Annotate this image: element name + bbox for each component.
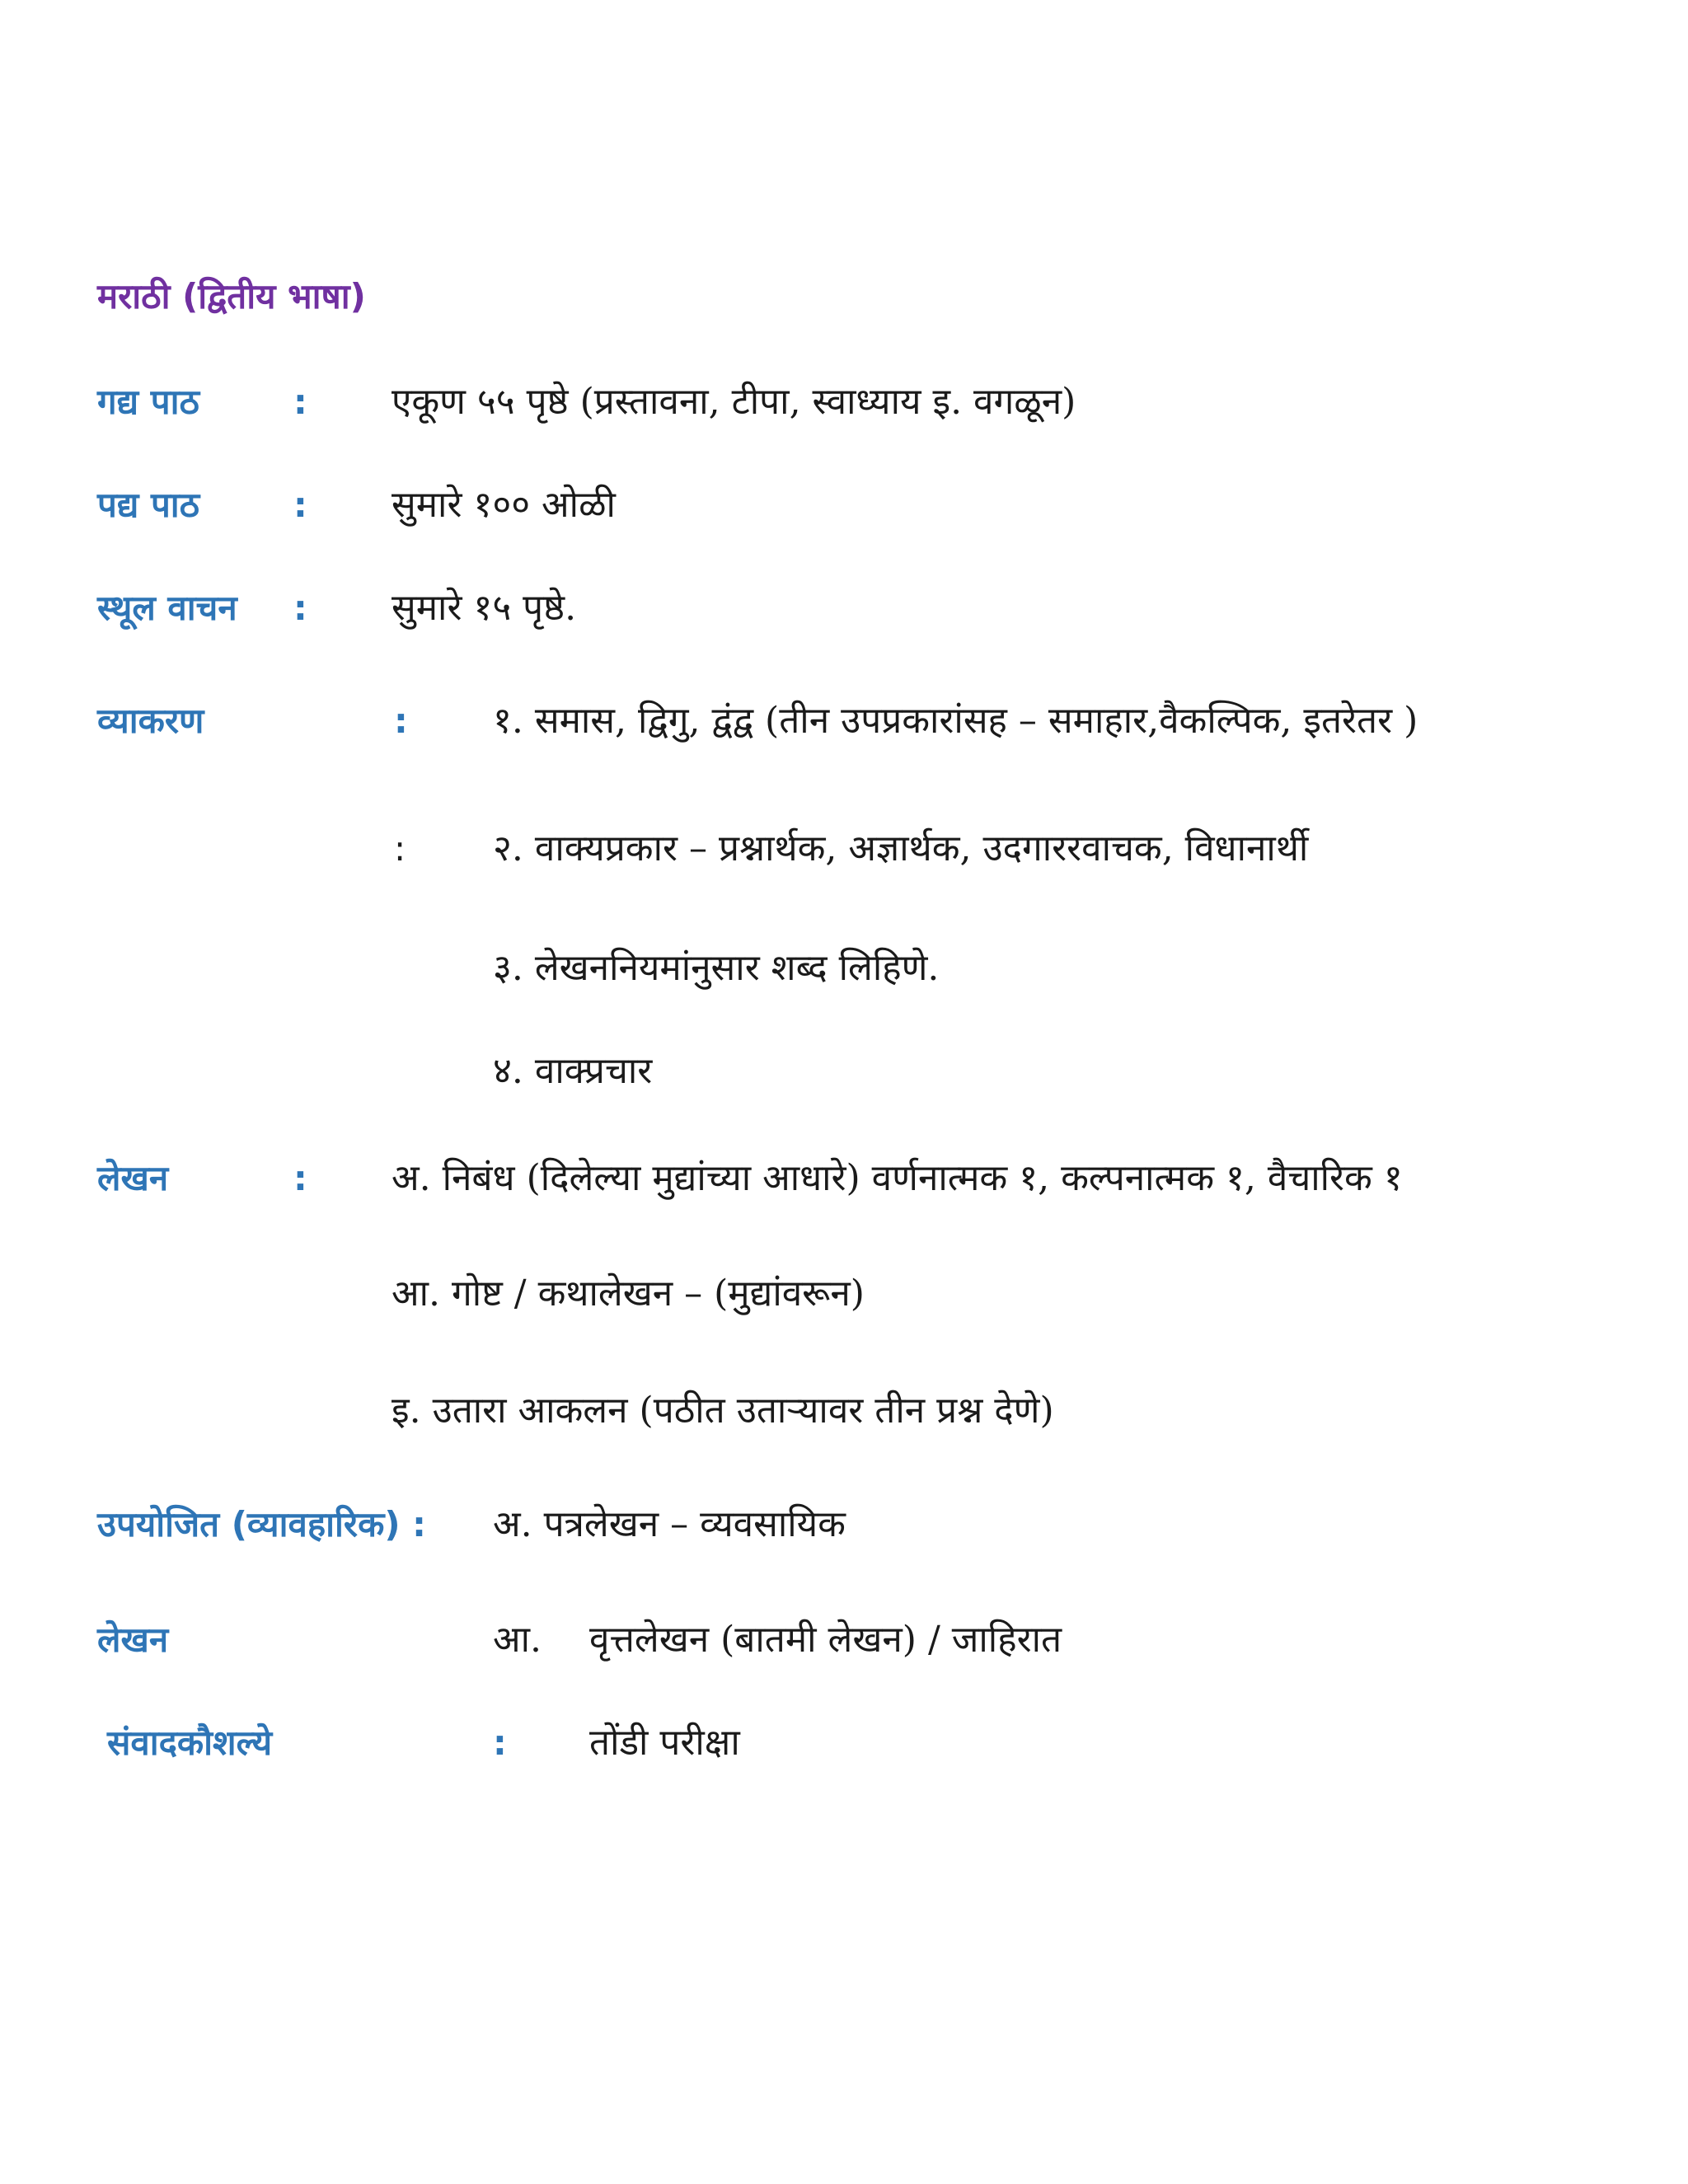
vyakaran-item-3: ३. लेखननियमांनुसार शब्द लिहिणे. (493, 947, 940, 989)
vyakaran-colon: : (394, 701, 408, 741)
sthul-colon: : (293, 588, 307, 628)
lekhan-colon: : (293, 1158, 307, 1198)
samvad-colon: : (493, 1722, 507, 1763)
samvad-text: तोंडी परीक्षा (589, 1722, 740, 1764)
sthul-text: सुमारे १५ पृष्ठे. (392, 587, 577, 629)
padya-colon: : (293, 485, 307, 525)
upayojit-item-2-marker: आ. (493, 1619, 542, 1661)
gadya-colon: : (293, 382, 307, 422)
vyakaran-item-2: २. वाक्यप्रकार – प्रश्नार्थक, अज्ञार्थक, उदगाररवाचक, विधानार्थी (493, 827, 1309, 869)
upayojit-item-1: अ. पत्रलेखन – व्यवसायिक (493, 1503, 846, 1545)
lekhan-label: लेखन (97, 1158, 169, 1198)
gadya-label: गद्य पाठ (97, 382, 199, 422)
vyakaran-label: व्याकरण (97, 701, 204, 741)
page-title: मराठी (द्वितीय भाषा) (97, 276, 366, 316)
upayojit-lekhan-label: लेखन (97, 1619, 169, 1660)
vyakaran-colon-2: : (394, 828, 406, 869)
lekhan-item-2: आ. गोष्ट / कथालेखन – (मुद्यांवरून) (392, 1272, 865, 1315)
lekhan-item-1: अ. निबंध (दिलेल्या मुद्यांच्या आधारे) वर्णनात्मक १, कल्पनात्मक १, वैचारिक १ (392, 1157, 1403, 1199)
lekhan-item-3: इ. उतारा आकलन (पठीत उताऱ्यावर तीन प्रश्न देणे) (392, 1390, 1054, 1432)
samvad-label: संवादकौशल्ये (107, 1722, 273, 1763)
upayojit-label: उपयोजित (व्यावहारिक) : (97, 1504, 426, 1544)
padya-text: सुमारे १०० ओळी (392, 484, 616, 526)
sthul-label: स्थूल वाचन (97, 588, 237, 628)
upayojit-item-2-text: वृत्तलेखन (बातमी लेखन) / जाहिरात (589, 1619, 1062, 1661)
vyakaran-item-1: १. समास, द्विगु, द्वंद्व (तीन उपप्रकारांसह – समाहार,वैकल्पिक, इतरेतर ) (493, 700, 1418, 742)
vyakaran-item-4: ४. वाक्प्रचार (493, 1050, 653, 1092)
gadya-text: एकूण ५५ पृष्ठे (प्रस्तावना, टीपा, स्वाध्याय इ. वगळून) (392, 381, 1076, 423)
padya-label: पद्य पाठ (97, 485, 200, 525)
